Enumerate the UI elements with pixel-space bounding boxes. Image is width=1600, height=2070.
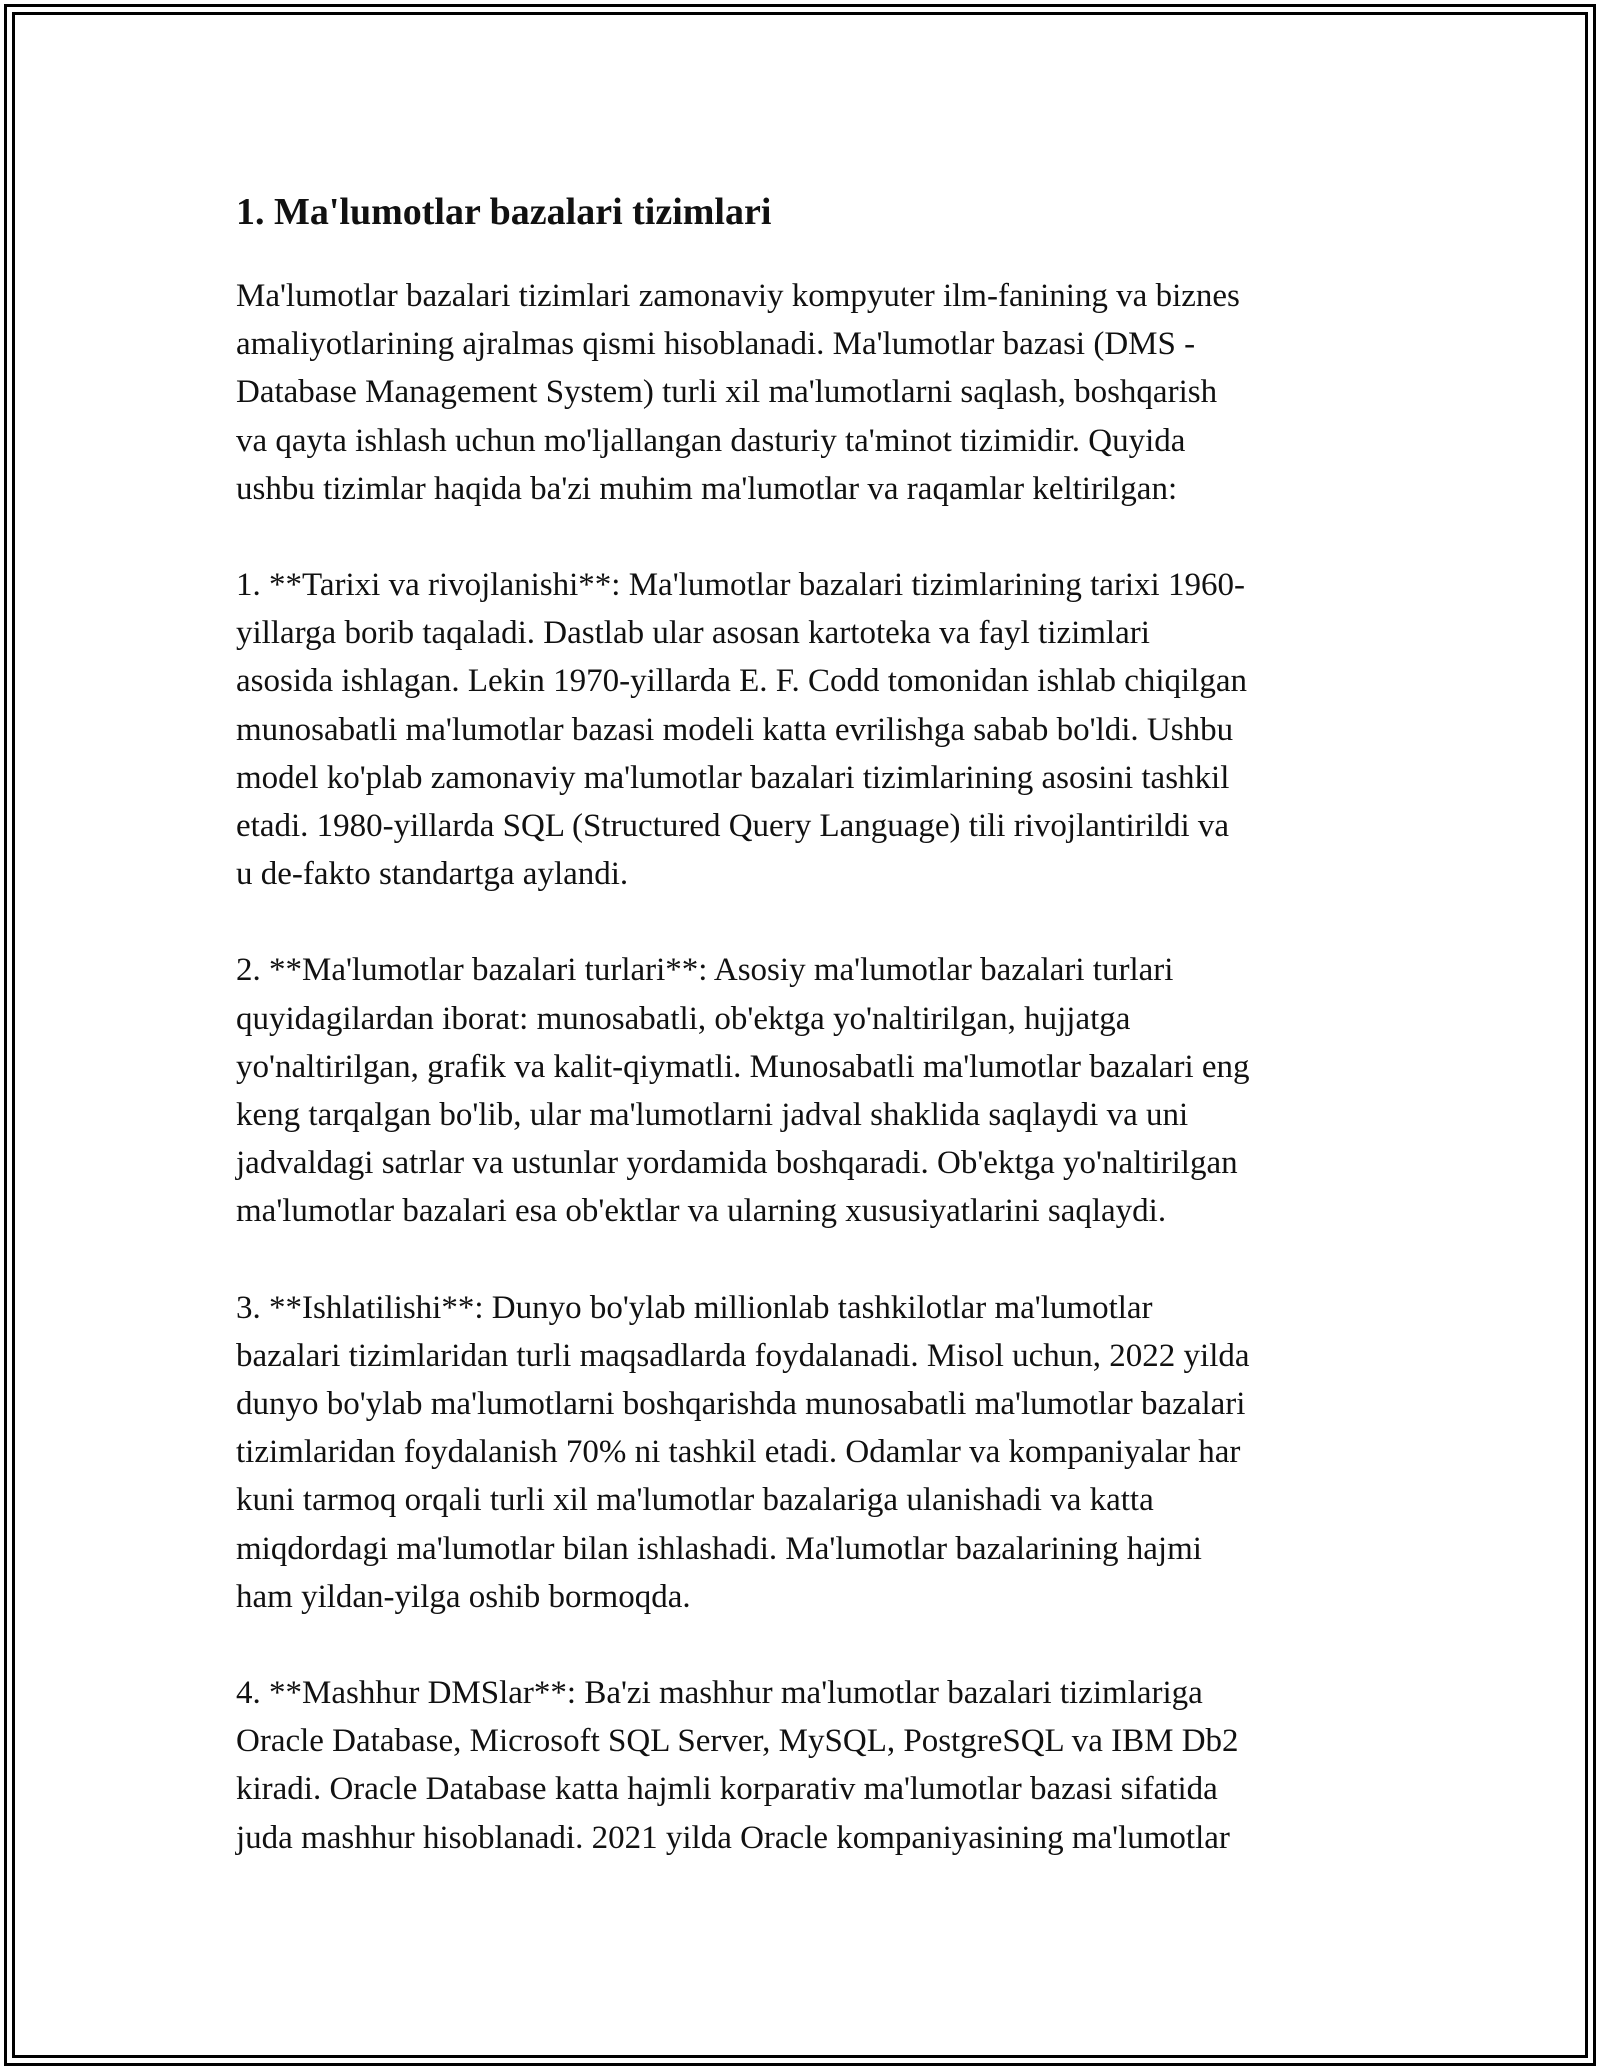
- document-body: [236, 186, 1366, 1862]
- section-title: 1. Ma'lumotlar bazalari tizimlari: [236, 191, 772, 233]
- paragraph-intro: Ma'lumotlar bazalari tizimlari zamonaviy kompyuter ilm-fanining va biznes amaliyotlarining ajralmas qismi hisoblanadi. Ma'lumotlar bazasi (DMS - Database Management System) turli xil ma'lumotlarni saqlash, boshqarish va qayta ishlash uchun mo'ljallangan dasturiy ta'minot tizimidir. Quyida ushbu tizimlar haqida ba'zi muhim ma'lumotlar va raqamlar keltirilgan:: [236, 278, 1240, 507]
- paragraph-types: 2. **Ma'lumotlar bazalari turlari**: Asosiy ma'lumotlar bazalari turlari quyidagilardan iborat: munosabatli, ob'ektga yo'naltirilgan, hujjatga yo'naltirilgan, grafik va kalit-qiymatli. Munosabatli ma'lumotlar bazalari eng keng tarqalgan bo'lib, ular ma'lumotlarni jadval shaklida saqlaydi va uni jadvaldagi satrlar va ustunlar yordamida boshqaradi. Ob'ektga yo'naltirilgan ma'lumotlar bazalari esa ob'ektlar va ularning xususiyatlarini saqlaydi.: [236, 952, 1250, 1230]
- paragraph-history: 1. **Tarixi va rivojlanishi**: Ma'lumotlar bazalari tizimlarining tarixi 1960- yillarga borib taqaladi. Dastlab ular asosan kartoteka va fayl tizimlari asosida ishlagan. Lekin 1970-yillarda E. F. Codd tomonidan ishlab chiqilgan munosabatli ma'lumotlar bazasi modeli katta evrilishga sabab bo'ldi. Ushbu model ko'plab zamonaviy ma'lumotlar bazalari tizimlarining asosini tashkil etadi. 1980-yillarda SQL (Structured Query Language) tili rivojlantirildi va u de-fakto standartga aylandi.: [236, 567, 1248, 893]
- paragraph-popular-dms: 4. **Mashhur DMSlar**: Ba'zi mashhur ma'lumotlar bazalari tizimlariga Oracle Database, Microsoft SQL Server, MySQL, PostgreSQL va IBM Db2 kiradi. Oracle Database katta hajmli korparativ ma'lumotlar bazasi sifatida juda mashhur hisoblanadi. 2021 yilda Oracle kompaniyasining ma'lumotlar: [236, 1675, 1239, 1856]
- paragraph-usage: 3. **Ishlatilishi**: Dunyo bo'ylab millionlab tashkilotlar ma'lumotlar bazalari tizimlaridan turli maqsadlarda foydalanadi. Misol uchun, 2022 yilda dunyo bo'ylab ma'lumotlarni boshqarishda munosabatli ma'lumotlar bazalari tizimlaridan foydalanish 70% ni tashkil etadi. Odamlar va kompaniyalar har kuni tarmoq orqali turli xil ma'lumotlar bazalariga ulanishadi va katta miqdordagi ma'lumotlar bilan ishlashadi. Ma'lumotlar bazalarining hajmi ham yildan-yilga oshib bormoqda.: [236, 1289, 1250, 1615]
